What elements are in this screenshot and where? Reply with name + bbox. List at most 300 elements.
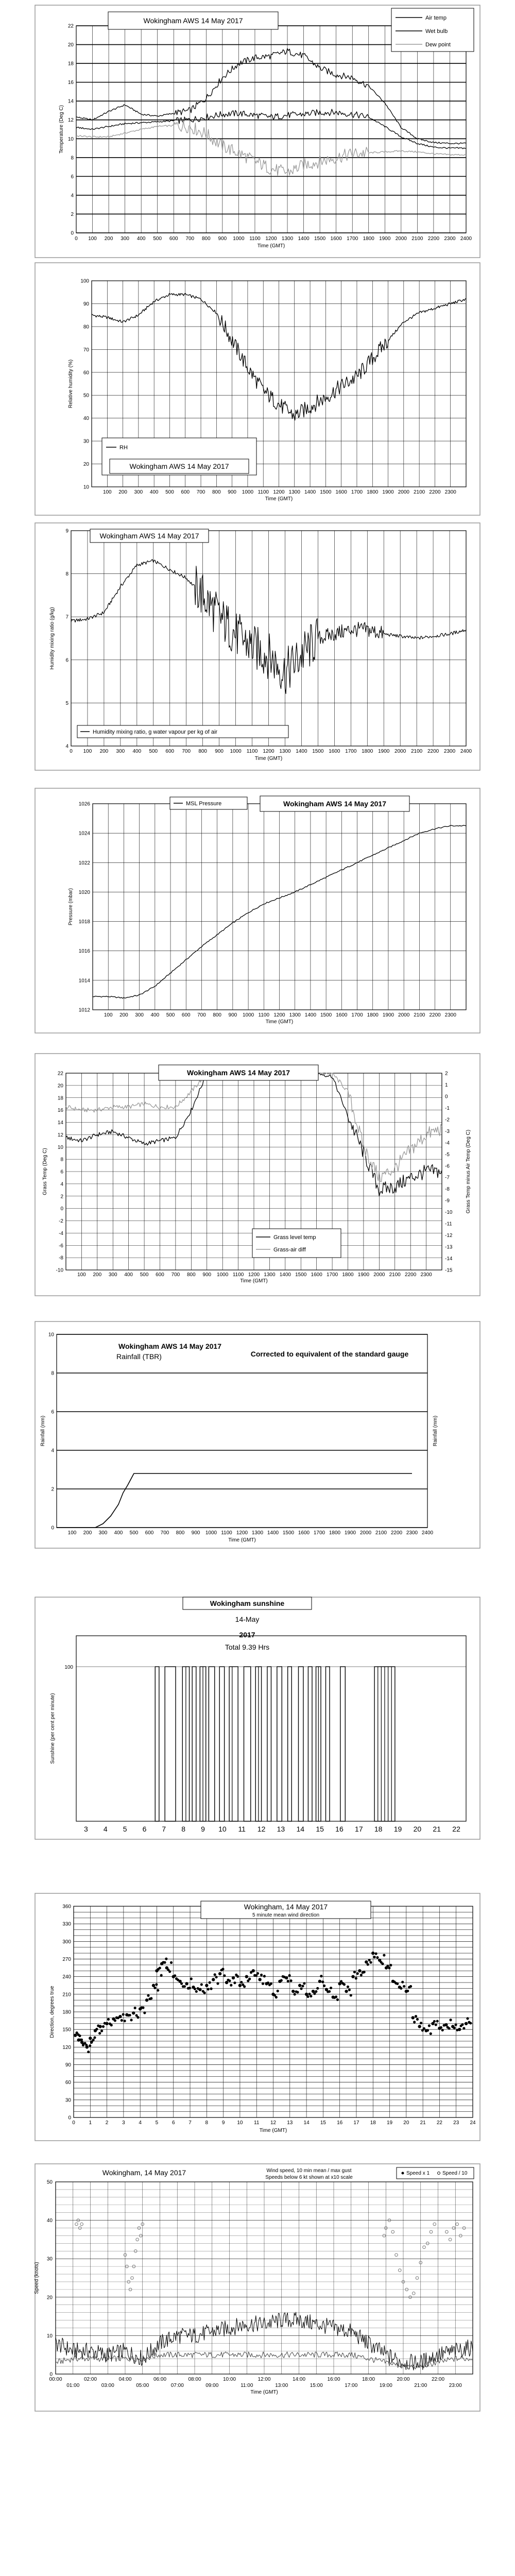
y-tick-label: 20 — [57, 1083, 63, 1089]
wind-direction-point — [153, 1987, 156, 1989]
wind-direction-point — [168, 1970, 171, 1973]
wind-direction-point — [121, 2019, 123, 2022]
x-tick-label: 1000 — [230, 749, 242, 754]
y-tick-label-right: -9 — [445, 1198, 450, 1204]
wind-direction-point — [93, 2036, 96, 2039]
y-tick-label: 0 — [60, 1206, 63, 1212]
wind-direction-point — [102, 2025, 105, 2028]
temperature-chart — [35, 5, 480, 258]
x-tick-label: 100 — [77, 1272, 86, 1278]
x-tick-label: 08:00 — [188, 2377, 201, 2382]
wind-direction-point — [223, 1974, 226, 1977]
x-axis-label: Time (GMT) — [240, 1278, 268, 1284]
x-tick-label: 22 — [436, 2120, 442, 2126]
wind-direction-point — [310, 1995, 312, 1997]
y-tick-label: -10 — [56, 1267, 63, 1274]
y-tick-label: -4 — [59, 1230, 63, 1236]
wind-direction-point — [465, 2022, 468, 2025]
x-tick-label: 1600 — [311, 1272, 322, 1278]
y-tick-label: -2 — [59, 1218, 63, 1224]
x-tick-label: 1000 — [242, 489, 254, 495]
wind-direction-point — [124, 2020, 126, 2022]
y-tick-label-right: -15 — [445, 1267, 453, 1274]
legend-label: Grass-air diff — [273, 1247, 306, 1253]
legend-label: Dew point — [425, 42, 451, 48]
x-tick-label: 1800 — [367, 489, 379, 495]
x-tick-label: 14 — [296, 1825, 305, 1833]
wind-direction-point — [355, 1977, 357, 1979]
wind-direction-point — [89, 2037, 92, 2040]
wind-direction-point — [469, 2022, 472, 2024]
legend-label: RH — [119, 445, 128, 451]
x-tick-label: 1700 — [351, 489, 363, 495]
x-tick-label: 21 — [433, 1825, 441, 1833]
y-tick-label: 0 — [51, 1525, 54, 1531]
wind-direction-point — [403, 1985, 405, 1988]
wind-direction-point — [248, 1978, 251, 1980]
y-tick-label: 12 — [67, 117, 74, 124]
x-axis-label: Time (GMT) — [259, 2128, 287, 2133]
wind-direction-point — [291, 1990, 295, 1993]
x-tick-label: 13 — [277, 1825, 285, 1833]
x-tick-label: 1400 — [296, 749, 307, 754]
x-tick-label: 1100 — [246, 749, 258, 754]
x-tick-label: 23 — [453, 2120, 459, 2126]
y-axis-label-right: Grass Temp minus Air Temp (Deg C) — [466, 1129, 471, 1214]
x-tick-label: 1200 — [263, 749, 274, 754]
wind-direction-point — [238, 1984, 242, 1987]
y-tick-label-right: 1 — [445, 1082, 448, 1088]
wind-direction-point — [461, 2023, 464, 2026]
x-tick-label: 2100 — [411, 236, 423, 242]
y-tick-label: 6 — [60, 1169, 63, 1175]
y-tick-label-right: -2 — [445, 1117, 450, 1123]
x-tick-label: 1400 — [279, 1272, 291, 1278]
wind-direction-chart — [35, 1893, 480, 2141]
x-tick-label: 2200 — [427, 749, 439, 754]
y-tick-label: 240 — [62, 1974, 71, 1980]
chart-note: Wind speed, 10 min mean / max gust — [266, 2168, 352, 2174]
x-tick-label: 10 — [218, 1825, 227, 1833]
wind-direction-point — [170, 1961, 173, 1964]
legend-label: Humidity mixing ratio, g water vapour per kg of air — [93, 729, 218, 735]
wind-direction-point — [353, 1971, 356, 1973]
chart-title: Wokingham AWS 14 May 2017 — [143, 16, 243, 25]
y-tick-label: 1024 — [78, 831, 90, 837]
x-tick-label: 2100 — [375, 1530, 387, 1536]
x-tick-label: 2200 — [429, 489, 441, 495]
x-tick-label: 6 — [171, 2120, 175, 2126]
x-tick-label: 1800 — [329, 1530, 341, 1536]
x-tick-label: 2000 — [398, 489, 409, 495]
wind-direction-point — [296, 1991, 299, 1993]
x-axis-label: Time (GMT) — [265, 1019, 294, 1025]
y-tick-label: 22 — [67, 23, 74, 29]
y-tick-label: 2 — [51, 1486, 54, 1493]
x-tick-label: 800 — [186, 1272, 196, 1278]
y-axis-label: Humidity mixing ratio (g/kg) — [49, 607, 55, 670]
chart-title: Wokingham AWS 14 May 2017 — [129, 462, 229, 470]
x-tick-label: 600 — [145, 1530, 154, 1536]
y-tick-label: 14 — [57, 1120, 63, 1126]
x-tick-label: 1000 — [242, 1012, 254, 1018]
wind-direction-point — [280, 1979, 283, 1981]
x-tick-label: 2100 — [414, 1012, 425, 1018]
wind-direction-point — [218, 1972, 221, 1975]
x-tick-label: 1300 — [279, 749, 291, 754]
x-axis-label: Time (GMT) — [228, 1537, 256, 1543]
x-tick-label: 1300 — [289, 1012, 301, 1018]
wind-direction-point — [406, 1990, 409, 1992]
x-tick-label: 10:00 — [222, 2377, 236, 2382]
x-tick-label: 17 — [355, 1825, 363, 1833]
wind-speed-chart — [34, 2164, 480, 2411]
wind-direction-point — [356, 1972, 359, 1975]
y-tick-label: 0 — [71, 230, 74, 236]
x-tick-label: 1900 — [378, 749, 390, 754]
wind-direction-point — [321, 1980, 324, 1983]
y-tick-label: 0 — [68, 2115, 71, 2121]
wind-direction-point — [335, 1995, 337, 1998]
x-tick-label: 300 — [135, 1012, 144, 1018]
wind-direction-point — [288, 1974, 291, 1977]
legend-label: Speed x 1 — [406, 2171, 430, 2176]
y-axis-label: Pressure (mbar) — [68, 888, 74, 926]
x-tick-label: 5 — [155, 2120, 159, 2126]
legend-label: MSL Pressure — [186, 801, 222, 807]
x-tick-label: 1900 — [357, 1272, 370, 1278]
wind-direction-point — [411, 2016, 415, 2019]
y-axis-label: Temperature (Deg C) — [59, 105, 64, 154]
x-tick-label: 700 — [182, 749, 191, 754]
y-tick-label: 12 — [57, 1132, 63, 1138]
x-tick-label: 1100 — [232, 1272, 244, 1278]
x-tick-label: 300 — [98, 1530, 108, 1536]
x-tick-label: 05:00 — [136, 2383, 149, 2388]
x-tick-label: 200 — [118, 489, 127, 495]
wind-direction-point — [188, 1987, 191, 1989]
wind-direction-point — [260, 1974, 263, 1976]
x-tick-label: 1200 — [273, 1012, 285, 1018]
x-tick-label: 11 — [238, 1825, 246, 1833]
wind-direction-point — [440, 2026, 442, 2029]
x-tick-label: 2000 — [398, 1012, 410, 1018]
wind-direction-point — [409, 1985, 412, 1988]
y-tick-label: 8 — [65, 571, 68, 578]
wind-direction-point — [159, 1967, 161, 1969]
x-tick-label: 2200 — [427, 236, 440, 242]
wind-direction-point — [298, 1984, 301, 1987]
wind-direction-point — [275, 1996, 278, 1998]
wind-direction-point — [136, 2016, 139, 2019]
y-tick-label: 8 — [71, 155, 74, 161]
y-tick-label: 6 — [71, 174, 74, 180]
y-axis-label: Speed (knots) — [34, 2262, 40, 2294]
x-tick-label: 1700 — [326, 1272, 338, 1278]
y-tick-label: 300 — [62, 1939, 71, 1945]
wind-direction-point — [216, 1982, 219, 1985]
y-axis-label: Rainfall (mm) — [40, 1415, 46, 1447]
x-tick-label: 21:00 — [414, 2383, 427, 2388]
x-tick-label: 1600 — [336, 1012, 348, 1018]
wind-direction-point — [232, 1976, 235, 1979]
x-tick-label: 12 — [270, 2120, 277, 2126]
chart-title: Wokingham, 14 May 2017 — [244, 1903, 328, 1911]
x-tick-label: 00:00 — [49, 2377, 62, 2382]
y-tick-label: 20 — [46, 2295, 53, 2301]
y-axis-label: Sunshine (per cent per minute) — [50, 1693, 56, 1764]
y-tick-label-right: -8 — [445, 1187, 450, 1193]
y-tick-label: 10 — [67, 136, 74, 142]
x-tick-label: 14 — [303, 2120, 310, 2126]
wind-direction-point — [441, 2029, 444, 2031]
wind-direction-point — [400, 1987, 402, 1990]
x-tick-label: 1500 — [314, 236, 326, 242]
wind-direction-point — [194, 1988, 196, 1990]
wind-direction-point — [381, 1962, 384, 1965]
wind-direction-point — [240, 1981, 243, 1984]
y-tick-label-right: -1 — [445, 1105, 450, 1111]
x-tick-label: 400 — [124, 1272, 133, 1278]
x-tick-label: 2000 — [395, 236, 407, 242]
x-tick-label: 200 — [119, 1012, 128, 1018]
x-tick-label: 11 — [254, 2120, 260, 2126]
x-tick-label: 2300 — [444, 1012, 456, 1018]
x-tick-label: 1200 — [273, 489, 285, 495]
wind-direction-point — [423, 2027, 425, 2030]
wind-direction-point — [433, 2020, 436, 2023]
x-tick-label: 3 — [84, 1825, 88, 1833]
x-tick-label: 2200 — [390, 1530, 403, 1536]
x-tick-label: 2400 — [421, 1530, 434, 1536]
x-tick-label: 20 — [413, 1825, 422, 1833]
wind-direction-point — [277, 1990, 279, 1992]
y-tick-label: 16 — [67, 80, 74, 86]
x-tick-label: 1900 — [382, 489, 394, 495]
x-tick-label: 13 — [287, 2120, 293, 2126]
wind-direction-point — [420, 2022, 422, 2024]
mixing-ratio-chart — [35, 523, 480, 770]
x-tick-label: 200 — [104, 236, 113, 242]
wind-direction-point — [430, 2032, 432, 2035]
y-tick-label: 360 — [62, 1904, 71, 1910]
x-tick-label: 5 — [123, 1825, 127, 1833]
y-tick-label-right: -3 — [445, 1128, 450, 1134]
wind-direction-point — [365, 1960, 368, 1963]
x-tick-label: 100 — [83, 749, 92, 754]
x-tick-label: 700 — [185, 236, 195, 242]
wind-direction-point — [190, 1977, 193, 1980]
wind-direction-point — [262, 1982, 264, 1985]
wind-direction-point — [308, 1993, 311, 1995]
legend-label: Grass level temp — [273, 1234, 316, 1241]
wind-direction-point — [89, 2044, 91, 2047]
x-tick-label: 02:00 — [83, 2377, 97, 2382]
x-tick-label: 1000 — [233, 236, 245, 242]
x-tick-label: 1900 — [379, 236, 391, 242]
x-tick-label: 1300 — [288, 489, 300, 495]
x-tick-label: 19 — [386, 2120, 393, 2126]
x-tick-label: 1100 — [221, 1530, 232, 1536]
y-tick-label: 2 — [71, 211, 74, 217]
chart-title: Wokingham, 14 May 2017 — [102, 2168, 186, 2177]
wind-direction-point — [183, 1985, 186, 1988]
x-tick-label: 1700 — [313, 1530, 325, 1536]
x-tick-label: 1600 — [298, 1530, 310, 1536]
x-tick-label: 04:00 — [118, 2377, 132, 2382]
wind-direction-point — [142, 2006, 144, 2009]
wind-direction-point — [174, 1974, 176, 1977]
x-tick-label: 12:00 — [258, 2377, 271, 2382]
x-tick-label: 1600 — [329, 749, 340, 754]
x-tick-label: 1100 — [258, 1012, 270, 1018]
x-tick-label: 20:00 — [397, 2377, 410, 2382]
wind-direction-point — [150, 1997, 152, 1999]
x-tick-label: 1300 — [251, 1530, 264, 1536]
x-tick-label: 6 — [142, 1825, 147, 1833]
x-tick-label: 200 — [99, 749, 109, 754]
x-tick-label: 1800 — [362, 749, 373, 754]
y-tick-label: -6 — [59, 1243, 63, 1249]
y-tick-label: 150 — [62, 2027, 71, 2033]
wind-direction-point — [147, 1994, 149, 1997]
wind-direction-point — [160, 1974, 163, 1977]
x-tick-label: 16 — [337, 2120, 343, 2126]
wind-direction-point — [256, 1972, 259, 1975]
x-tick-label: 0 — [72, 2120, 75, 2126]
x-tick-label: 9 — [221, 2120, 225, 2126]
x-tick-label: 4 — [103, 1825, 108, 1833]
x-tick-label: 100 — [88, 236, 97, 242]
wind-direction-point — [134, 2007, 136, 2009]
x-tick-label: 1200 — [236, 1530, 248, 1536]
y-tick-label: 40 — [83, 416, 89, 422]
x-tick-label: 2300 — [420, 1272, 432, 1278]
wind-direction-point — [228, 1979, 231, 1982]
x-tick-label: 1200 — [248, 1272, 260, 1278]
y-tick-label: 8 — [60, 1157, 63, 1163]
wind-direction-point — [444, 2023, 448, 2026]
y-tick-label-right: -12 — [445, 1233, 453, 1239]
x-tick-label: 2100 — [389, 1272, 401, 1278]
x-tick-label: 700 — [171, 1272, 180, 1278]
x-tick-label: 800 — [198, 749, 208, 754]
wind-direction-point — [371, 1952, 374, 1955]
x-tick-label: 2300 — [443, 749, 456, 754]
y-tick-label: 120 — [62, 2044, 71, 2050]
x-tick-label: 600 — [156, 1272, 164, 1278]
x-tick-label: 06:00 — [153, 2377, 167, 2382]
wind-direction-point — [87, 2050, 90, 2053]
chart-title: Wokingham AWS 14 May 2017 — [99, 532, 199, 540]
x-tick-label: 18 — [370, 2120, 376, 2126]
wind-direction-point — [245, 1975, 248, 1978]
x-tick-label: 500 — [149, 749, 158, 754]
x-tick-label: 2 — [105, 2120, 109, 2126]
y-tick-label-right: -5 — [445, 1151, 450, 1158]
chart-title: Wokingham AWS 14 May 2017 — [187, 1069, 290, 1077]
x-tick-label: 9 — [201, 1825, 205, 1833]
y-tick-label: 10 — [83, 484, 89, 490]
x-tick-label: 12 — [257, 1825, 266, 1833]
wind-direction-point — [345, 1990, 348, 1993]
x-tick-label: 2200 — [405, 1272, 417, 1278]
x-tick-label: 400 — [132, 749, 142, 754]
wind-direction-point — [373, 1956, 376, 1958]
x-tick-label: 400 — [114, 1530, 123, 1536]
y-tick-label: 4 — [60, 1181, 63, 1188]
wind-direction-point — [318, 1980, 321, 1983]
y-tick-label-right: -7 — [445, 1175, 450, 1181]
wind-direction-point — [78, 2035, 81, 2037]
x-tick-label: 2000 — [359, 1530, 372, 1536]
x-tick-label: 17 — [353, 2120, 359, 2126]
plot-area — [57, 1334, 427, 1528]
wind-direction-point — [114, 2019, 116, 2022]
y-tick-label: 22 — [57, 1071, 63, 1077]
wind-direction-point — [95, 2028, 98, 2030]
wind-direction-point — [185, 1982, 188, 1985]
x-tick-label: 600 — [181, 1012, 191, 1018]
x-tick-label: 18:00 — [362, 2377, 375, 2382]
y-axis-label: Grass Temp (Deg C) — [42, 1148, 48, 1195]
x-tick-label: 23:00 — [449, 2383, 462, 2388]
wind-direction-point — [207, 1988, 210, 1990]
x-tick-label: 1300 — [281, 236, 294, 242]
wind-direction-point — [205, 1984, 208, 1987]
wind-direction-point — [413, 2021, 416, 2023]
x-axis-label: Time (GMT) — [254, 756, 283, 761]
y-tick-label: 60 — [65, 2080, 71, 2086]
x-tick-label: 300 — [121, 236, 129, 242]
x-tick-label: 1500 — [295, 1272, 307, 1278]
x-tick-label: 600 — [165, 749, 175, 754]
wind-direction-point — [300, 1987, 302, 1990]
wind-direction-point — [155, 1983, 158, 1986]
wind-direction-point — [285, 1976, 288, 1979]
wind-direction-point — [85, 2045, 89, 2048]
x-axis-label: Time (GMT) — [265, 496, 293, 502]
x-tick-label: 1700 — [347, 236, 358, 242]
x-tick-label: 1500 — [312, 749, 324, 754]
x-tick-label: 2400 — [460, 236, 472, 242]
x-tick-label: 1600 — [335, 489, 347, 495]
wind-direction-point — [401, 1981, 404, 1984]
y-tick-label: 1014 — [78, 978, 90, 984]
x-tick-label: 2000 — [373, 1272, 385, 1278]
wind-direction-point — [336, 1998, 339, 2001]
y-tick-label: 30 — [46, 2256, 53, 2262]
y-tick-label: 40 — [46, 2218, 53, 2224]
x-tick-label: 20 — [403, 2120, 409, 2126]
x-tick-label: 2100 — [411, 749, 423, 754]
x-tick-label: 1400 — [267, 1530, 279, 1536]
y-tick-label-right: -4 — [445, 1140, 450, 1146]
x-tick-label: 19 — [393, 1825, 402, 1833]
x-tick-label: 21 — [420, 2120, 426, 2126]
wind-direction-point — [426, 2029, 429, 2031]
x-tick-label: 300 — [116, 749, 125, 754]
x-tick-label: 400 — [150, 1012, 160, 1018]
x-tick-label: 200 — [83, 1530, 92, 1536]
y-axis-label-right: Rainfall (mm) — [433, 1415, 438, 1447]
x-tick-label: 500 — [153, 236, 162, 242]
legend-label: Air temp — [425, 15, 447, 21]
x-tick-label: 800 — [176, 1530, 185, 1536]
y-tick-label: 100 — [80, 278, 89, 284]
y-axis-label: Relative humidity (%) — [68, 359, 74, 409]
wind-direction-point — [306, 1995, 309, 1998]
